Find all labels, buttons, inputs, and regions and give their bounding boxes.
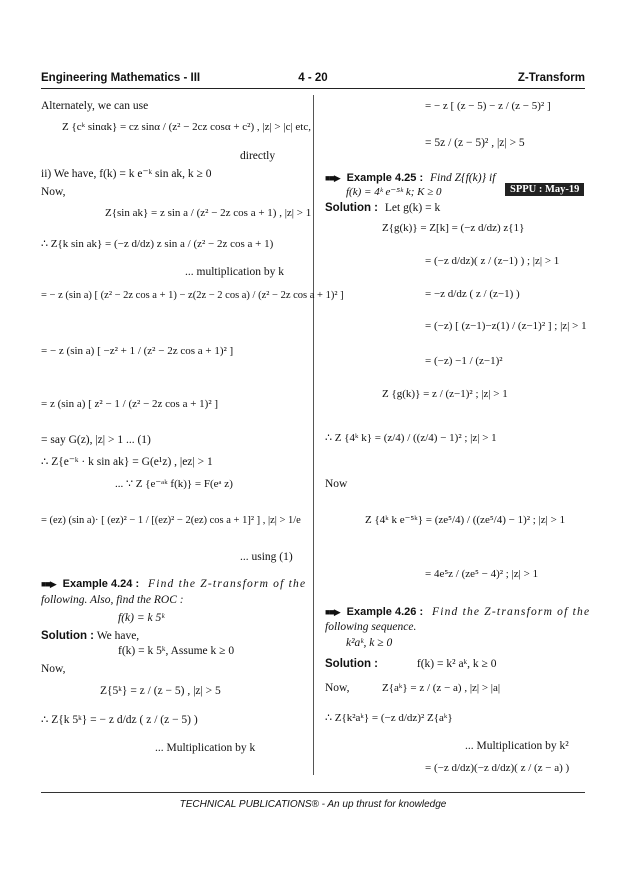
example-4-26 [325,606,590,619]
example-text: following. Also, find the ROC : [41,594,184,606]
equation: = say G(z), |z| > 1 ... (1) [41,434,151,446]
equation: = (ez) (sin a)· [ (ez)² − 1 / [(ez)² − 2(ez) cos a + 1]² ] , |z| > 1/e [41,515,301,526]
solution-label: Solution : [325,202,379,214]
solution-line [325,658,496,671]
equation: Z {g(k)} = z / (z−1)² ; |z| > 1 [382,388,508,400]
annotation: ... multiplication by k [185,266,285,278]
solution-label: Solution : [41,630,95,642]
footer-rule [41,792,585,793]
text-line: Now, [41,186,66,198]
example-4-25 [325,172,495,185]
equation: f(k) = k 5ᵏ, Assume k ≥ 0 [118,645,235,657]
equation: = − z (sin a) [ (z² − 2z cos a + 1) − z(2z − 2 cos a) / (z² − 2z cos a + 1)² ] [41,290,344,301]
equation: = −z d/dz ( z / (z−1) ) [425,288,520,300]
equation: = 4e⁵z / (ze⁵ − 4)² ; |z| > 1 [425,568,539,580]
text-line: Let g(k) = k [384,202,441,214]
text-line: Now, [325,682,350,694]
annotation: ... ∵ Z {e⁻ᵃᵏ f(k)} = F(eᵃ z) [115,478,233,490]
equation: = (−z) −1 / (z−1)² [425,355,503,367]
annotation: ... using (1) [240,551,293,563]
book-title: Engineering Mathematics - III [41,72,201,84]
example-label: Example 4.26 : [346,606,424,618]
example-label: Example 4.24 : [62,578,140,590]
equation: ∴ Z {4ᵏ k} = (z/4) / ((z/4) − 1)² ; |z| > 1 [325,432,497,444]
equation: ∴ Z{k²aᵏ} = (−z d/dz)² Z{aᵏ} [325,712,453,724]
exam-badge: SPPU : May-19 [505,183,584,196]
equation: = 5z / (z − 5)² , |z| > 5 [425,137,525,149]
equation: ∴ Z{k sin ak} = (−z d/dz) z sin a / (z² − 2z cos a + 1) [41,238,274,250]
example-function: f(k) = 4ᵏ e⁻⁵ᵏ k; K ≥ 0 [346,186,442,198]
equation: f(k) = k² aᵏ, k ≥ 0 [416,658,497,670]
example-text: Find Z{f(k)} if [429,172,496,184]
example-4-24 [41,578,306,591]
equation: = z (sin a) [ z² − 1 / (z² − 2z cos a + 1)² ] [41,398,219,410]
equation: ∴ Z{k 5ᵏ} = − z d/dz ( z / (z − 5) ) [41,714,198,726]
example-function: k²aᵏ, k ≥ 0 [346,637,393,649]
column-divider [313,95,314,775]
footer: TECHNICAL PUBLICATIONS® - An up thrust for knowledge [179,799,447,810]
equation: Z{5ᵏ} = z / (z − 5) , |z| > 5 [100,685,221,697]
arrow-icon: ■■▶ [325,173,340,183]
equation: = − z (sin a) [ −z² + 1 / (z² − 2z cos a + 1)² ] [41,345,234,357]
text-line: Alternately, we can use [41,100,149,112]
text-line: directly [240,150,276,162]
annotation: ... Multiplication by k [155,742,256,754]
equation: Z {cᵏ sinαk} = cz sinα / (z² − 2cz cosα + c²) , |z| > |c| etc, [62,121,311,133]
solution-line [41,630,139,643]
example-text: following sequence. [325,621,417,633]
text-line: Now, [41,663,66,675]
solution-label: Solution : [325,658,379,670]
equation: = − z [ (z − 5) − z / (z − 5)² ] [425,100,551,112]
annotation: ... Multiplication by k² [465,740,569,752]
equation: Z {4ᵏ k e⁻⁵ᵏ} = (ze⁵/4) / ((ze⁵/4) − 1)² ; |z| > 1 [365,514,566,526]
equation: Z{g(k)} = Z[k] = (−z d/dz) z{1} [382,222,525,234]
text-line: Now [325,478,348,490]
example-text: Find the Z-transform of the [431,606,591,618]
arrow-icon: ■■▶ [41,579,56,589]
equation: ∴ Z{e⁻ᵏ · k sin ak} = G(e¹z) , |ez| > 1 [41,456,213,468]
text-line: ii) We have, f(k) = k e⁻ᵏ sin ak, k ≥ 0 [41,168,212,180]
equation: = (−z d/dz)( z / (z−1) ) ; |z| > 1 [425,255,560,267]
example-text: Find the Z-transform of the [147,578,307,590]
chapter-title: Z-Transform [517,72,585,84]
equation: Z{sin ak} = z sin a / (z² − 2z cos a + 1) , |z| > 1 [105,207,312,219]
arrow-icon: ■■▶ [325,607,340,617]
header-rule [41,88,585,89]
equation: = (−z d/dz)(−z d/dz)( z / (z − a) ) [425,762,570,774]
equation: = (−z) [ (z−1)−z(1) / (z−1)² ] ; |z| > 1 [425,320,587,332]
page-number: 4 - 20 [298,72,328,84]
example-label: Example 4.25 : [346,172,424,184]
equation: Z{aᵏ} = z / (z − a) , |z| > |a| [382,682,501,694]
solution-line [325,202,440,215]
text-line: We have, [96,630,140,642]
running-header [41,72,585,88]
example-function: f(k) = k 5ᵏ [118,612,165,624]
